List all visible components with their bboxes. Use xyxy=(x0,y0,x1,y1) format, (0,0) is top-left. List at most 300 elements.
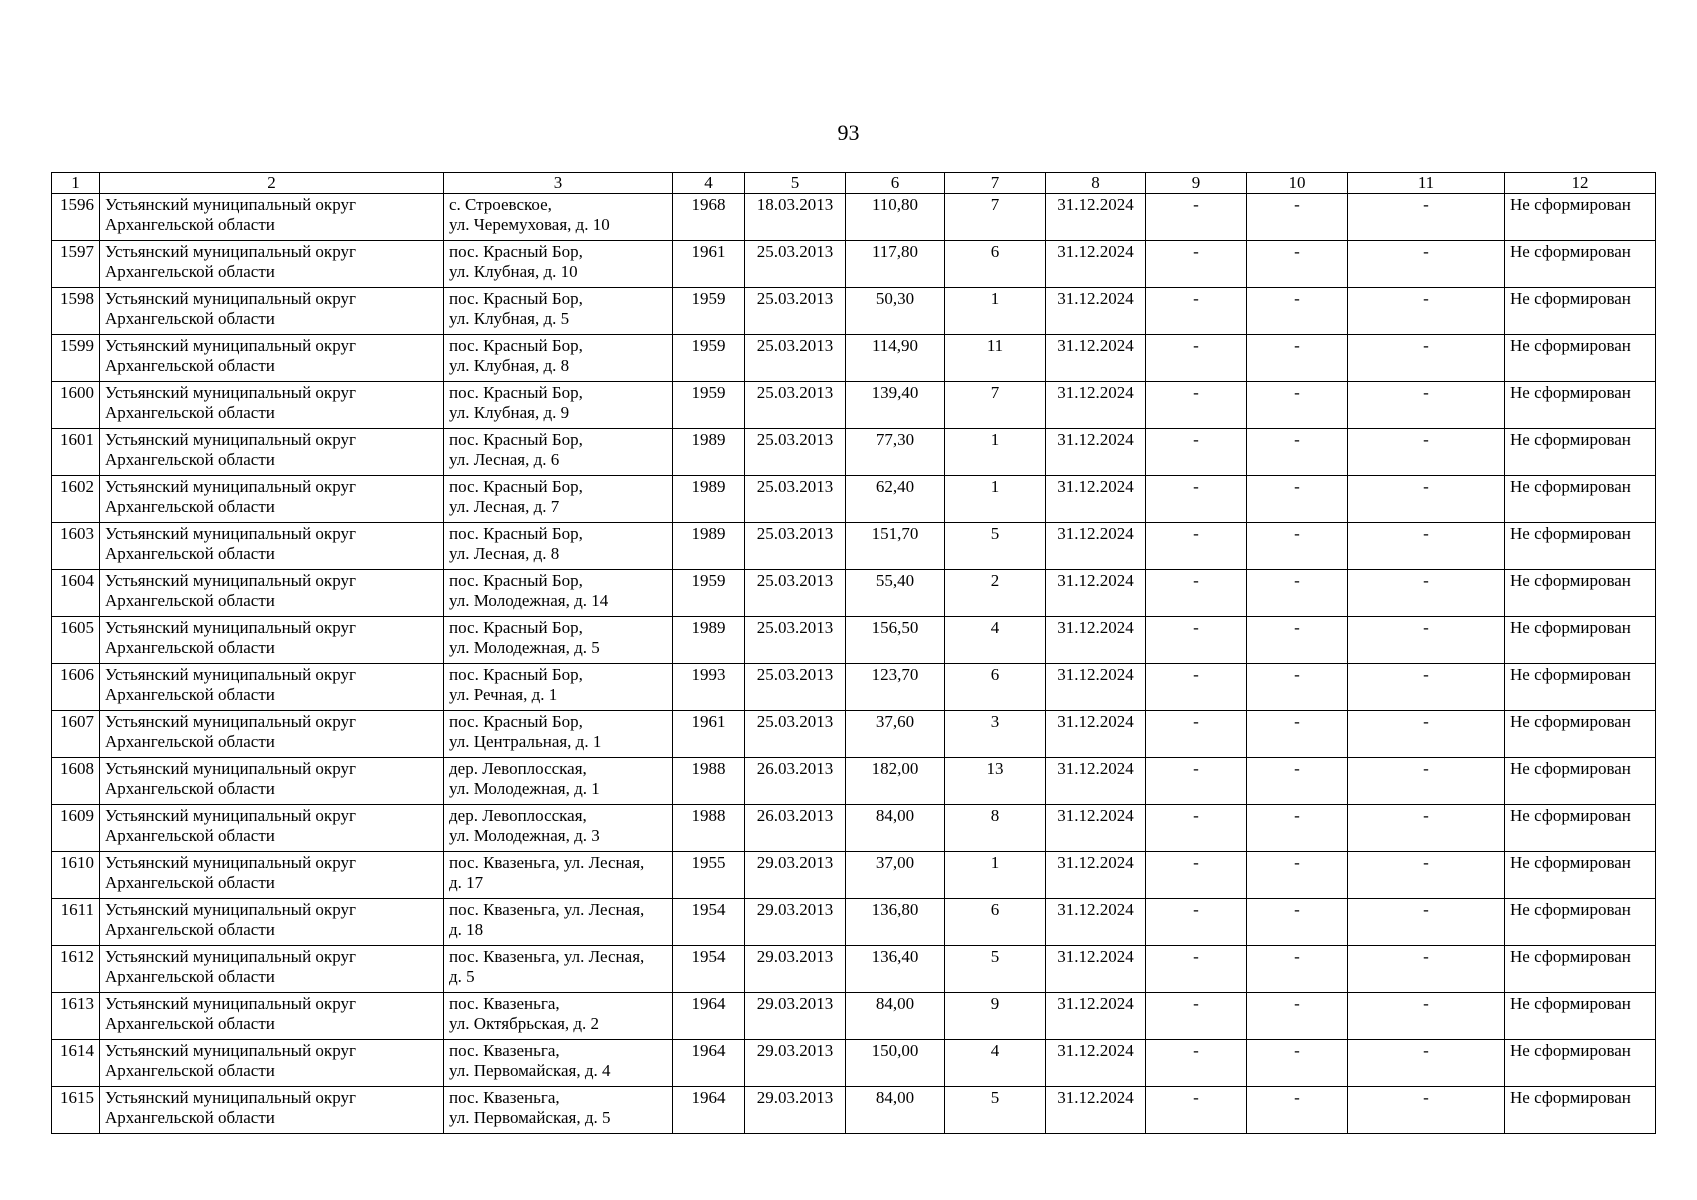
row-number-cell-line: 1599 xyxy=(60,336,94,355)
column-9-cell-line: - xyxy=(1193,712,1199,731)
row-number-cell xyxy=(52,664,100,711)
recognition-date-cell xyxy=(745,194,846,241)
header-row xyxy=(52,173,1656,194)
municipality-cell-line: Устьянский муниципальный округ xyxy=(105,1088,356,1107)
build-year-cell-line: 1989 xyxy=(691,477,726,496)
column-10-cell-line: - xyxy=(1294,1088,1300,1107)
municipality-cell-line: Архангельской области xyxy=(105,591,275,610)
municipality-cell-line: Устьянский муниципальный округ xyxy=(105,947,356,966)
column-10-cell-line: - xyxy=(1294,571,1300,590)
row-number-cell xyxy=(52,1040,100,1087)
address-cell-line: пос. Квазеньга, ул. Лесная, xyxy=(449,853,645,872)
deadline-cell xyxy=(1046,852,1146,899)
municipality-cell xyxy=(100,852,444,899)
column-header-1: 1 xyxy=(52,173,100,194)
recognition-date-cell-line: 29.03.2013 xyxy=(756,1041,834,1060)
column-11-cell-line: - xyxy=(1423,430,1429,449)
address-cell-line: ул. Черемуховая, д. 10 xyxy=(449,215,610,234)
status-cell-line: Не сформирован xyxy=(1510,195,1631,214)
deadline-cell xyxy=(1046,899,1146,946)
build-year-cell xyxy=(673,664,745,711)
status-cell-line: Не сформирован xyxy=(1510,618,1631,637)
area-cell xyxy=(846,241,945,288)
municipality-cell-line: Устьянский муниципальный округ xyxy=(105,806,356,825)
deadline-cell xyxy=(1046,241,1146,288)
status-cell-line: Не сформирован xyxy=(1510,289,1631,308)
row-number-cell-line: 1610 xyxy=(60,853,94,872)
address-cell-line: пос. Красный Бор, xyxy=(449,618,583,637)
area-cell-line: 117,80 xyxy=(871,242,919,261)
table-row xyxy=(52,570,1656,617)
municipality-cell xyxy=(100,382,444,429)
residents-cell xyxy=(945,335,1046,382)
municipality-cell-line: Архангельской области xyxy=(105,262,275,281)
address-cell xyxy=(444,194,673,241)
address-cell-line: д. 5 xyxy=(449,967,475,986)
status-cell xyxy=(1505,946,1656,993)
area-cell xyxy=(846,288,945,335)
deadline-cell-line: 31.12.2024 xyxy=(1057,853,1134,872)
recognition-date-cell-line: 25.03.2013 xyxy=(756,571,834,590)
municipality-cell-line: Устьянский муниципальный округ xyxy=(105,336,356,355)
column-9-cell xyxy=(1146,758,1247,805)
column-header-9: 9 xyxy=(1146,173,1247,194)
column-9-cell xyxy=(1146,241,1247,288)
row-number-cell xyxy=(52,288,100,335)
row-number-cell xyxy=(52,476,100,523)
deadline-cell-line: 31.12.2024 xyxy=(1057,665,1134,684)
address-cell xyxy=(444,664,673,711)
residents-cell-line: 7 xyxy=(990,383,1000,402)
recognition-date-cell xyxy=(745,335,846,382)
column-10-cell-line: - xyxy=(1294,289,1300,308)
column-9-cell-line: - xyxy=(1193,383,1199,402)
municipality-cell xyxy=(100,429,444,476)
column-10-cell xyxy=(1247,1040,1348,1087)
recognition-date-cell-line: 25.03.2013 xyxy=(756,477,834,496)
column-11-cell xyxy=(1348,1087,1505,1134)
build-year-cell-line: 1959 xyxy=(691,571,726,590)
residents-cell-line: 5 xyxy=(990,524,1000,543)
address-cell xyxy=(444,711,673,758)
area-cell-line: 156,50 xyxy=(871,618,919,637)
municipality-cell xyxy=(100,241,444,288)
column-11-cell xyxy=(1348,946,1505,993)
deadline-cell-line: 31.12.2024 xyxy=(1057,524,1134,543)
municipality-cell-line: Архангельской области xyxy=(105,450,275,469)
deadline-cell-line: 31.12.2024 xyxy=(1057,336,1134,355)
deadline-cell xyxy=(1046,758,1146,805)
column-11-cell-line: - xyxy=(1423,618,1429,637)
column-9-cell xyxy=(1146,946,1247,993)
deadline-cell xyxy=(1046,946,1146,993)
address-cell-line: ул. Центральная, д. 1 xyxy=(449,732,602,751)
column-11-cell-line: - xyxy=(1423,195,1429,214)
recognition-date-cell-line: 25.03.2013 xyxy=(756,430,834,449)
build-year-cell-line: 1954 xyxy=(691,900,726,919)
deadline-cell xyxy=(1046,523,1146,570)
build-year-cell xyxy=(673,194,745,241)
row-number-cell-line: 1612 xyxy=(60,947,94,966)
residents-cell-line: 4 xyxy=(990,618,1000,637)
municipality-cell-line: Устьянский муниципальный округ xyxy=(105,195,356,214)
address-cell xyxy=(444,899,673,946)
row-number-cell-line: 1603 xyxy=(60,524,94,543)
residents-cell-line: 2 xyxy=(990,571,1000,590)
recognition-date-cell-line: 26.03.2013 xyxy=(756,806,834,825)
status-cell xyxy=(1505,523,1656,570)
column-9-cell-line: - xyxy=(1193,336,1199,355)
residents-cell-line: 5 xyxy=(990,1088,1000,1107)
build-year-cell-line: 1989 xyxy=(691,430,726,449)
residents-cell xyxy=(945,711,1046,758)
status-cell-line: Не сформирован xyxy=(1510,336,1631,355)
address-cell-line: ул. Первомайская, д. 5 xyxy=(449,1108,611,1127)
column-11-cell xyxy=(1348,382,1505,429)
column-header-5: 5 xyxy=(745,173,846,194)
recognition-date-cell xyxy=(745,241,846,288)
column-header-10: 10 xyxy=(1247,173,1348,194)
column-10-cell xyxy=(1247,570,1348,617)
table-row xyxy=(52,946,1656,993)
row-number-cell-line: 1608 xyxy=(60,759,94,778)
column-11-cell xyxy=(1348,617,1505,664)
municipality-cell-line: Устьянский муниципальный округ xyxy=(105,759,356,778)
deadline-cell-line: 31.12.2024 xyxy=(1057,759,1134,778)
build-year-cell xyxy=(673,1040,745,1087)
residents-cell-line: 8 xyxy=(990,806,1000,825)
area-cell-line: 150,00 xyxy=(871,1041,919,1060)
recognition-date-cell-line: 25.03.2013 xyxy=(756,289,834,308)
area-cell xyxy=(846,852,945,899)
deadline-cell-line: 31.12.2024 xyxy=(1057,994,1134,1013)
row-number-cell-line: 1601 xyxy=(60,430,94,449)
column-11-cell-line: - xyxy=(1423,665,1429,684)
residents-cell xyxy=(945,429,1046,476)
build-year-cell xyxy=(673,241,745,288)
residents-cell xyxy=(945,288,1046,335)
status-cell-line: Не сформирован xyxy=(1510,383,1631,402)
column-10-cell xyxy=(1247,946,1348,993)
status-cell xyxy=(1505,1040,1656,1087)
status-cell-line: Не сформирован xyxy=(1510,1088,1631,1107)
column-header-7: 7 xyxy=(945,173,1046,194)
residents-cell-line: 13 xyxy=(986,759,1004,778)
column-10-cell-line: - xyxy=(1294,994,1300,1013)
deadline-cell-line: 31.12.2024 xyxy=(1057,289,1134,308)
column-10-cell xyxy=(1247,335,1348,382)
municipality-cell xyxy=(100,993,444,1040)
deadline-cell-line: 31.12.2024 xyxy=(1057,947,1134,966)
status-cell-line: Не сформирован xyxy=(1510,947,1631,966)
column-11-cell xyxy=(1348,805,1505,852)
area-cell-line: 77,30 xyxy=(875,430,915,449)
area-cell xyxy=(846,194,945,241)
recognition-date-cell xyxy=(745,758,846,805)
residents-cell-line: 1 xyxy=(990,289,1000,308)
address-cell-line: пос. Красный Бор, xyxy=(449,524,583,543)
area-cell-line: 110,80 xyxy=(871,195,919,214)
recognition-date-cell-line: 26.03.2013 xyxy=(756,759,834,778)
municipality-cell-line: Устьянский муниципальный округ xyxy=(105,853,356,872)
area-cell-line: 50,30 xyxy=(875,289,915,308)
column-11-cell xyxy=(1348,523,1505,570)
table-header xyxy=(52,173,1656,194)
status-cell-line: Не сформирован xyxy=(1510,900,1631,919)
municipality-cell-line: Устьянский муниципальный округ xyxy=(105,430,356,449)
municipality-cell-line: Архангельской области xyxy=(105,356,275,375)
status-cell xyxy=(1505,570,1656,617)
area-cell xyxy=(846,570,945,617)
municipality-cell-line: Архангельской области xyxy=(105,309,275,328)
row-number-cell-line: 1611 xyxy=(60,900,94,919)
address-cell xyxy=(444,852,673,899)
address-cell xyxy=(444,288,673,335)
column-11-cell xyxy=(1348,899,1505,946)
table-row xyxy=(52,476,1656,523)
column-header-8: 8 xyxy=(1046,173,1146,194)
table-row xyxy=(52,1040,1656,1087)
address-cell-line: ул. Лесная, д. 6 xyxy=(449,450,560,469)
column-9-cell xyxy=(1146,570,1247,617)
row-number-cell xyxy=(52,1087,100,1134)
status-cell-line: Не сформирован xyxy=(1510,477,1631,496)
municipality-cell-line: Архангельской области xyxy=(105,638,275,657)
column-11-cell-line: - xyxy=(1423,242,1429,261)
build-year-cell-line: 1989 xyxy=(691,524,726,543)
residents-cell-line: 6 xyxy=(990,900,1000,919)
column-10-cell xyxy=(1247,711,1348,758)
address-cell-line: дер. Левоплосская, xyxy=(449,806,587,825)
municipality-cell-line: Устьянский муниципальный округ xyxy=(105,665,356,684)
column-11-cell-line: - xyxy=(1423,571,1429,590)
residents-cell-line: 9 xyxy=(990,994,1000,1013)
row-number-cell xyxy=(52,899,100,946)
address-cell xyxy=(444,429,673,476)
recognition-date-cell-line: 25.03.2013 xyxy=(756,242,834,261)
build-year-cell-line: 1968 xyxy=(691,195,726,214)
column-9-cell-line: - xyxy=(1193,994,1199,1013)
address-cell-line: д. 17 xyxy=(449,873,484,892)
area-cell xyxy=(846,993,945,1040)
municipality-cell-line: Устьянский муниципальный округ xyxy=(105,242,356,261)
recognition-date-cell-line: 25.03.2013 xyxy=(756,383,834,402)
row-number-cell-line: 1614 xyxy=(60,1041,94,1060)
column-9-cell-line: - xyxy=(1193,477,1199,496)
column-10-cell-line: - xyxy=(1294,853,1300,872)
address-cell-line: ул. Лесная, д. 8 xyxy=(449,544,560,563)
column-11-cell-line: - xyxy=(1423,289,1429,308)
column-10-cell xyxy=(1247,523,1348,570)
residents-cell xyxy=(945,852,1046,899)
row-number-cell xyxy=(52,194,100,241)
build-year-cell-line: 1964 xyxy=(691,994,726,1013)
deadline-cell xyxy=(1046,993,1146,1040)
residents-cell xyxy=(945,993,1046,1040)
row-number-cell-line: 1606 xyxy=(60,665,94,684)
residents-cell xyxy=(945,946,1046,993)
column-9-cell-line: - xyxy=(1193,759,1199,778)
build-year-cell xyxy=(673,711,745,758)
address-cell-line: ул. Октябрьская, д. 2 xyxy=(449,1014,600,1033)
column-10-cell-line: - xyxy=(1294,1041,1300,1060)
recognition-date-cell-line: 25.03.2013 xyxy=(756,665,834,684)
row-number-cell-line: 1598 xyxy=(60,289,94,308)
residents-cell xyxy=(945,382,1046,429)
column-9-cell xyxy=(1146,523,1247,570)
row-number-cell xyxy=(52,617,100,664)
column-11-cell-line: - xyxy=(1423,806,1429,825)
build-year-cell xyxy=(673,899,745,946)
address-cell-line: ул. Клубная, д. 9 xyxy=(449,403,570,422)
build-year-cell xyxy=(673,476,745,523)
address-cell-line: дер. Левоплосская, xyxy=(449,759,587,778)
address-cell-line: пос. Квазеньга, ул. Лесная, xyxy=(449,900,645,919)
municipality-cell xyxy=(100,1087,444,1134)
municipality-cell xyxy=(100,805,444,852)
residents-cell xyxy=(945,523,1046,570)
recognition-date-cell xyxy=(745,899,846,946)
build-year-cell xyxy=(673,382,745,429)
column-11-cell-line: - xyxy=(1423,712,1429,731)
table-row xyxy=(52,288,1656,335)
area-cell-line: 37,00 xyxy=(875,853,915,872)
municipality-cell-line: Устьянский муниципальный округ xyxy=(105,712,356,731)
municipality-cell-line: Устьянский муниципальный округ xyxy=(105,477,356,496)
municipality-cell xyxy=(100,711,444,758)
build-year-cell xyxy=(673,758,745,805)
column-10-cell xyxy=(1247,429,1348,476)
municipality-cell-line: Архангельской области xyxy=(105,732,275,751)
column-9-cell-line: - xyxy=(1193,1088,1199,1107)
column-11-cell xyxy=(1348,194,1505,241)
municipality-cell-line: Архангельской области xyxy=(105,1014,275,1033)
area-cell-line: 84,00 xyxy=(875,806,915,825)
municipality-cell xyxy=(100,899,444,946)
deadline-cell-line: 31.12.2024 xyxy=(1057,806,1134,825)
address-cell-line: пос. Красный Бор, xyxy=(449,383,583,402)
column-10-cell xyxy=(1247,288,1348,335)
page-number: 93 xyxy=(837,120,860,145)
column-9-cell xyxy=(1146,805,1247,852)
residents-cell-line: 1 xyxy=(990,853,1000,872)
column-9-cell xyxy=(1146,335,1247,382)
build-year-cell-line: 1964 xyxy=(691,1041,726,1060)
status-cell xyxy=(1505,241,1656,288)
address-cell xyxy=(444,476,673,523)
column-11-cell-line: - xyxy=(1423,947,1429,966)
row-number-cell xyxy=(52,711,100,758)
deadline-cell xyxy=(1046,617,1146,664)
build-year-cell xyxy=(673,946,745,993)
row-number-cell xyxy=(52,429,100,476)
deadline-cell xyxy=(1046,382,1146,429)
status-cell xyxy=(1505,711,1656,758)
residents-cell xyxy=(945,476,1046,523)
table-row xyxy=(52,993,1656,1040)
recognition-date-cell xyxy=(745,805,846,852)
status-cell xyxy=(1505,382,1656,429)
status-cell-line: Не сформирован xyxy=(1510,712,1631,731)
column-11-cell xyxy=(1348,711,1505,758)
deadline-cell xyxy=(1046,335,1146,382)
column-10-cell-line: - xyxy=(1294,524,1300,543)
address-cell xyxy=(444,335,673,382)
build-year-cell-line: 1993 xyxy=(691,665,726,684)
column-11-cell-line: - xyxy=(1423,759,1429,778)
address-cell-line: пос. Красный Бор, xyxy=(449,336,583,355)
municipality-cell xyxy=(100,288,444,335)
municipality-cell-line: Устьянский муниципальный округ xyxy=(105,289,356,308)
column-9-cell xyxy=(1146,852,1247,899)
column-10-cell-line: - xyxy=(1294,759,1300,778)
build-year-cell xyxy=(673,1087,745,1134)
row-number-cell xyxy=(52,335,100,382)
area-cell-line: 136,80 xyxy=(871,900,919,919)
column-11-cell xyxy=(1348,664,1505,711)
municipality-cell-line: Архангельской области xyxy=(105,826,275,845)
address-cell-line: пос. Квазеньга, xyxy=(449,1041,560,1060)
column-9-cell xyxy=(1146,993,1247,1040)
municipality-cell-line: Архангельской области xyxy=(105,967,275,986)
recognition-date-cell xyxy=(745,664,846,711)
residents-cell-line: 6 xyxy=(990,665,1000,684)
row-number-cell-line: 1613 xyxy=(60,994,94,1013)
column-11-cell xyxy=(1348,1040,1505,1087)
area-cell xyxy=(846,523,945,570)
table-row xyxy=(52,241,1656,288)
municipality-cell-line: Архангельской области xyxy=(105,544,275,563)
build-year-cell-line: 1964 xyxy=(691,1088,726,1107)
deadline-cell-line: 31.12.2024 xyxy=(1057,383,1134,402)
municipality-cell-line: Архангельской области xyxy=(105,1108,275,1127)
row-number-cell xyxy=(52,758,100,805)
recognition-date-cell-line: 25.03.2013 xyxy=(756,712,834,731)
deadline-cell xyxy=(1046,194,1146,241)
row-number-cell xyxy=(52,852,100,899)
row-number-cell-line: 1604 xyxy=(60,571,94,590)
column-10-cell xyxy=(1247,476,1348,523)
column-11-cell xyxy=(1348,570,1505,617)
recognition-date-cell xyxy=(745,1087,846,1134)
column-9-cell xyxy=(1146,382,1247,429)
column-10-cell-line: - xyxy=(1294,806,1300,825)
residents-cell-line: 6 xyxy=(990,242,1000,261)
build-year-cell xyxy=(673,288,745,335)
area-cell xyxy=(846,382,945,429)
address-cell xyxy=(444,993,673,1040)
status-cell-line: Не сформирован xyxy=(1510,665,1631,684)
column-11-cell-line: - xyxy=(1423,994,1429,1013)
recognition-date-cell-line: 29.03.2013 xyxy=(756,900,834,919)
recognition-date-cell xyxy=(745,570,846,617)
column-11-cell-line: - xyxy=(1423,900,1429,919)
column-9-cell xyxy=(1146,1087,1247,1134)
column-10-cell xyxy=(1247,758,1348,805)
column-header-3: 3 xyxy=(444,173,673,194)
table-row xyxy=(52,852,1656,899)
address-cell-line: пос. Красный Бор, xyxy=(449,665,583,684)
deadline-cell xyxy=(1046,1040,1146,1087)
row-number-cell xyxy=(52,946,100,993)
table-row xyxy=(52,335,1656,382)
deadline-cell xyxy=(1046,570,1146,617)
recognition-date-cell xyxy=(745,523,846,570)
deadline-cell xyxy=(1046,1087,1146,1134)
build-year-cell xyxy=(673,335,745,382)
row-number-cell-line: 1602 xyxy=(60,477,94,496)
column-10-cell xyxy=(1247,852,1348,899)
